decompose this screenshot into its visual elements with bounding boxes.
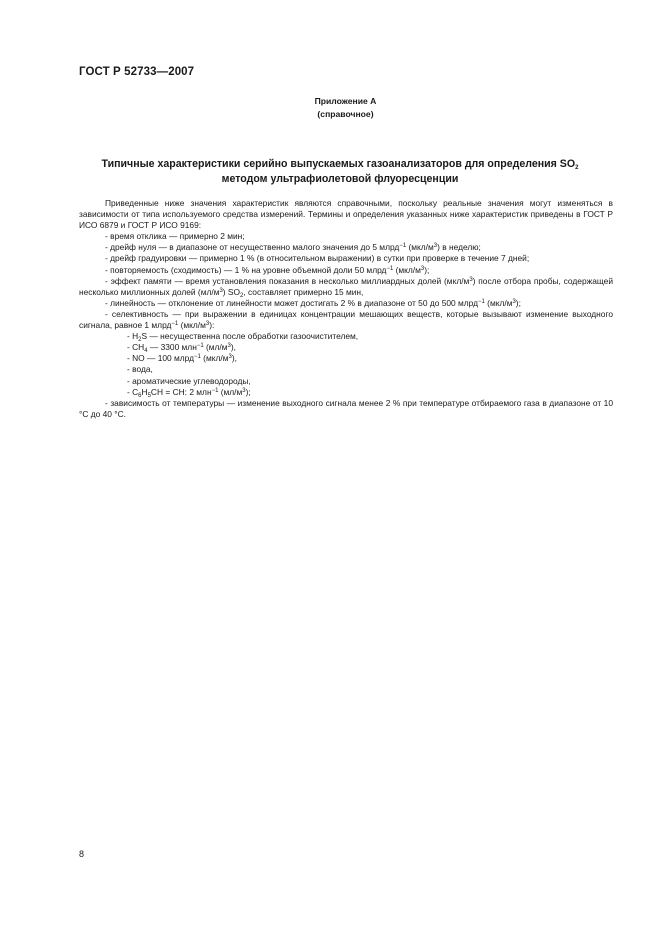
interferent-ch4: - $CH_4$ — 3300 млн$^{-1}$ $(мл/м^3)$, bbox=[127, 342, 236, 355]
page-number: 8 bbox=[79, 849, 85, 859]
item-zero-drift: - дрейф нуля — в диапазоне от несущественно малого значения до 5 млрд$^{-1}$ $(мкл/м^3)$ в неделю; bbox=[105, 242, 481, 253]
interferent-water: - вода, bbox=[127, 364, 153, 375]
appendix-type: (справочное) bbox=[317, 109, 374, 119]
item-temperature: - зависимость от температуры — изменение выходного сигнала менее 2 % при температуре отбираемого газа в диапазоне от 10 °С до 40 °С. bbox=[79, 397, 613, 419]
title-line-1: Типичные характеристики серийно выпускаемых газоанализаторов для определения $SO_2$ bbox=[101, 158, 579, 171]
item-memory-effect: - эффект памяти — время установления показания в несколько миллиардных долей $(мкл/м^3)$ после отбора пробы, содержащей несколько миллионных долей $(мл/м^3)$ $SO_2$, составляет примерно 15 мин, bbox=[79, 275, 614, 299]
item-linearity: - линейность — отклонение от линейности может достигать 2 % в диапазоне от 50 до 500 млрд$^{-1}$ $(мкл/м^3)$; bbox=[105, 297, 521, 308]
title-line-2: методом ультрафиолетовой флуоресценции bbox=[221, 172, 459, 185]
document-code: ГОСТ Р 52733—2007 bbox=[79, 66, 195, 78]
interferent-styrene: - $C_6H_5CH$ = CH: 2 млн$^{-1}$ $(мл/м^3)$; bbox=[127, 386, 251, 399]
section-title bbox=[80, 157, 600, 186]
interferent-aromatic: - ароматические углеводороды, bbox=[127, 375, 251, 386]
interferent-h2s: - $H_2S$ — несущественна после обработки газоочистителем, bbox=[127, 331, 359, 344]
appendix-label: Приложение А bbox=[314, 96, 377, 106]
appendix-heading bbox=[0, 95, 661, 121]
interferent-no: - NO — 100 млрд$^{-1}$ $(мкл/м^3)$, bbox=[127, 353, 237, 364]
item-repeatability: - повторяемость (сходимость) — 1 % на уровне объемной доли 50 млрд$^{-1}$ $(мкл/м^3)$; bbox=[105, 264, 430, 275]
item-selectivity: - селективность — при выражении в единицах концентрации мешающих веществ, которые вызывают изменение выходного сигнала, равное 1 млрд$^{-1}$ $(мкл/м^3)$: bbox=[79, 308, 613, 331]
document-body bbox=[79, 198, 613, 420]
intro-paragraph: Приведенные ниже значения характеристик являются справочными, поскольку реальные значения могут изменяться в зависимости от типа используемого средства измерений. Термины и определения указанных ниже характеристик приведены в ГОСТ Р ИСО 6879 и ГОСТ Р ИСО 9169: bbox=[79, 198, 613, 231]
item-response-time: - время отклика — примерно 2 мин; bbox=[105, 231, 245, 242]
item-span-drift: - дрейф градуировки — примерно 1 % (в относительном выражении) в сутки при проверке в течение 7 дней; bbox=[105, 253, 530, 264]
